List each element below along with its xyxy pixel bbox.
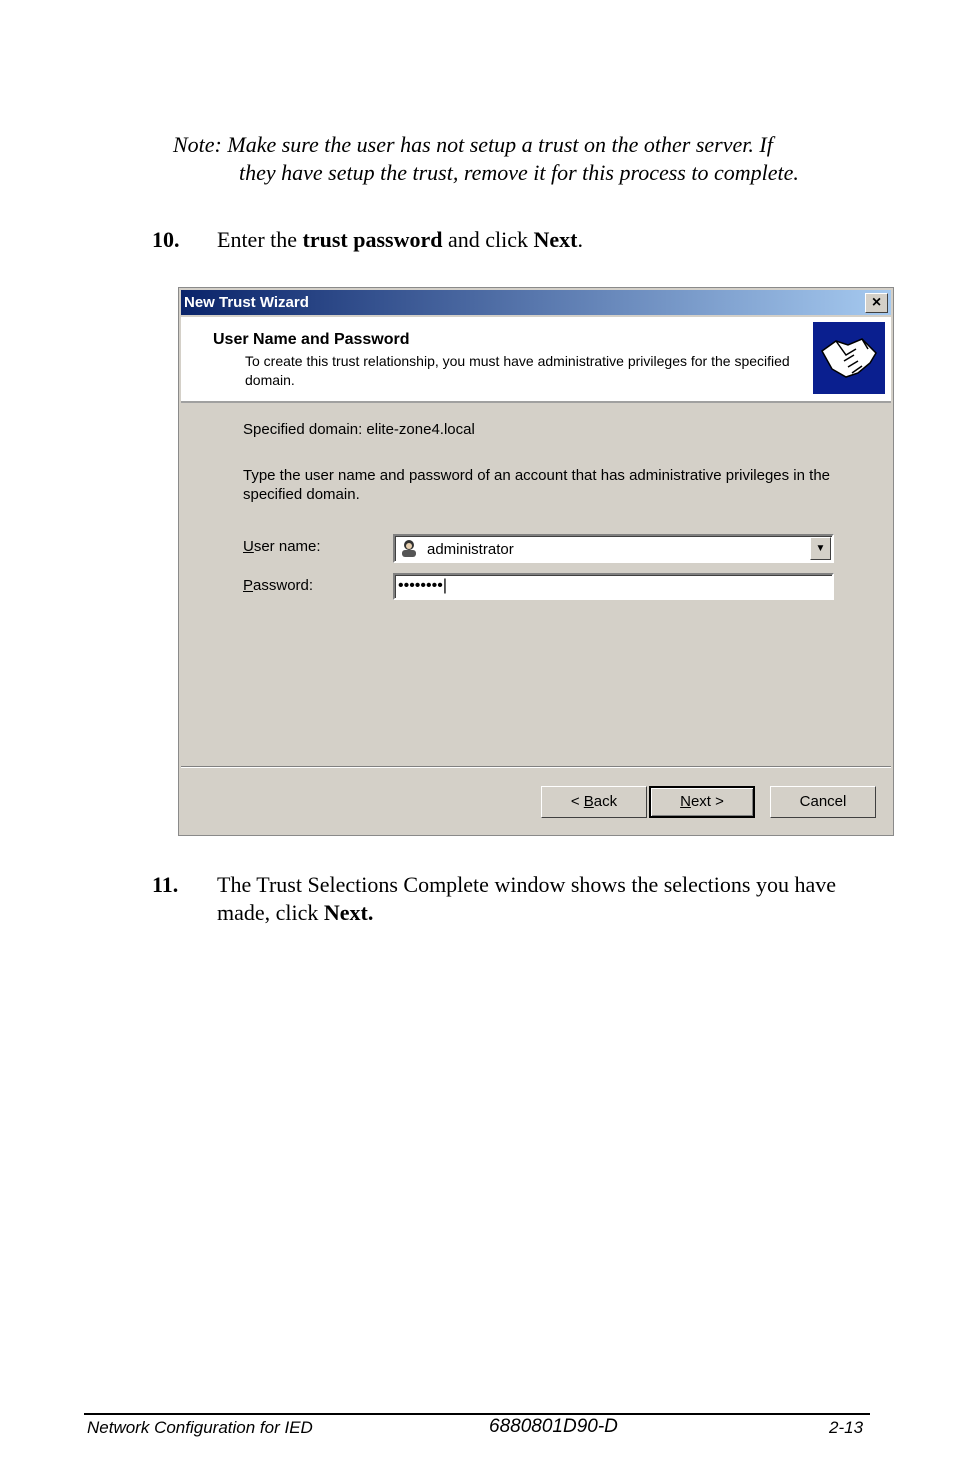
username-label xyxy=(243,538,321,555)
note-line-2: they have setup the trust, remove it for this process to complete. xyxy=(239,160,799,185)
note-text xyxy=(173,131,873,187)
wizard-header xyxy=(181,317,891,403)
footer-rule xyxy=(84,1413,870,1415)
password-value: ••••••••| xyxy=(398,577,447,594)
divider xyxy=(181,766,891,768)
password-label-text: assword: xyxy=(253,577,314,594)
chevron-down-icon[interactable]: ▼ xyxy=(810,537,831,560)
step-text xyxy=(217,871,877,927)
title-bar[interactable] xyxy=(181,290,891,315)
close-button[interactable]: × xyxy=(865,293,888,313)
password-field[interactable] xyxy=(393,573,834,600)
step-text-part: and click xyxy=(442,227,534,252)
header-description: To create this trust relationship, you must have administrative privileges for the specified domain. xyxy=(245,353,790,388)
step-text-part: The Trust Selections Complete window shows the selections you have made, click xyxy=(217,872,836,925)
step-text-part: Enter the xyxy=(217,227,303,252)
step-text-part: . xyxy=(577,227,584,252)
header-title: User Name and Password xyxy=(213,331,410,348)
footer-doc-number: 6880801D90-D xyxy=(489,1416,618,1437)
footer-left: Network Configuration for IED xyxy=(87,1418,313,1437)
step-text xyxy=(217,226,877,254)
back-label: ack xyxy=(593,793,618,810)
password-label xyxy=(243,577,313,594)
instructions-text: Type the user name and password of an account that has administrative privileges in the specified domain. xyxy=(243,467,830,503)
handshake-icon xyxy=(813,322,885,394)
back-button[interactable] xyxy=(541,786,647,818)
step-number: 11. xyxy=(152,872,179,897)
step-number: 10. xyxy=(152,227,180,252)
username-combobox[interactable] xyxy=(393,534,834,563)
cancel-button[interactable]: Cancel xyxy=(770,786,876,818)
username-value: administrator xyxy=(427,541,514,558)
back-accel: B xyxy=(583,793,594,810)
next-label: ext > xyxy=(690,793,724,810)
specified-domain-text: Specified domain: elite-zone4.local xyxy=(243,421,475,438)
footer-page-number: 2-13 xyxy=(829,1418,864,1437)
user-icon xyxy=(399,538,419,558)
username-label-accel: U xyxy=(243,538,254,555)
step-bold-next: Next xyxy=(533,227,578,252)
step-bold-next: Next. xyxy=(323,900,374,925)
username-label-text: ser name: xyxy=(253,538,321,555)
new-trust-wizard-dialog xyxy=(178,287,894,836)
back-prefix: < xyxy=(570,793,584,810)
dialog-title: New Trust Wizard xyxy=(184,294,309,311)
password-label-accel: P xyxy=(243,577,254,594)
next-button[interactable] xyxy=(649,786,755,818)
next-accel: N xyxy=(680,793,691,810)
note-line-1: Note: Make sure the user has not setup a trust on the other server. If xyxy=(173,132,773,157)
step-bold-trust-password: trust password xyxy=(302,227,443,252)
